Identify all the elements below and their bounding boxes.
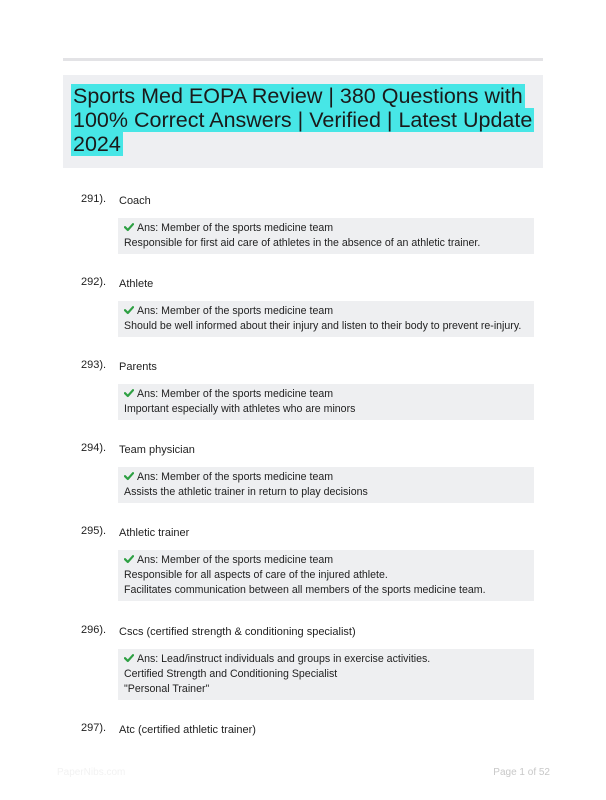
answer-label: Ans: Member of the sports medicine team (137, 554, 334, 566)
question-text: Athlete (119, 278, 154, 290)
question-number: 296). (81, 624, 107, 636)
answer-label: Ans: Member of the sports medicine team (137, 388, 334, 400)
question-number: 297). (81, 722, 107, 734)
document-title-text: Sports Med EOPA Review | 380 Questions with 100% Correct Answers | Verified | Latest Update 2024 (73, 84, 533, 156)
page-indicator: Page 1 of 52 (493, 767, 550, 778)
answer-box (118, 384, 534, 420)
answer-box (118, 301, 534, 337)
answer-line: Responsible for first aid care of athletes in the absence of an athletic trainer. (124, 237, 481, 249)
answer-line (124, 221, 534, 236)
title-banner (63, 75, 543, 168)
answer-box (118, 467, 534, 503)
question-text: Cscs (certified strength & conditioning specialist) (119, 626, 356, 638)
question-number: 291). (81, 193, 107, 205)
answer-box (118, 649, 534, 700)
answer-line (124, 470, 534, 485)
question-text: Team physician (119, 444, 195, 456)
answer-box (118, 218, 534, 254)
checkmark-icon (124, 388, 134, 398)
answer-label: Ans: Member of the sports medicine team (137, 305, 334, 317)
question-number: 294). (81, 442, 107, 454)
answer-line: Should be well informed about their injury and listen to their body to prevent re-injury. (124, 320, 522, 332)
question-text: Coach (119, 195, 151, 207)
question-number: 295). (81, 525, 107, 537)
checkmark-icon (124, 305, 134, 315)
answer-line (124, 304, 534, 319)
checkmark-icon (124, 653, 134, 663)
footer-watermark: PaperNibs.com (57, 767, 126, 778)
document-title (71, 84, 533, 156)
answer-line: Facilitates communication between all members of the sports medicine team. (124, 584, 486, 596)
question-text: Parents (119, 361, 157, 373)
answer-line (124, 387, 534, 402)
answer-label: Ans: Member of the sports medicine team (137, 471, 334, 483)
answer-line: Important especially with athletes who are minors (124, 403, 356, 415)
checkmark-icon (124, 471, 134, 481)
question-number: 292). (81, 276, 107, 288)
answer-label: Ans: Member of the sports medicine team (137, 222, 334, 234)
answer-box (118, 550, 534, 601)
answer-line (124, 652, 534, 667)
answer-label: Ans: Lead/instruct individuals and groups in exercise activities. (137, 653, 431, 665)
question-text: Atc (certified athletic trainer) (119, 724, 256, 736)
question-text: Athletic trainer (119, 527, 190, 539)
top-divider (63, 58, 543, 61)
answer-line: Assists the athletic trainer in return to play decisions (124, 486, 368, 498)
answer-line: Certified Strength and Conditioning Specialist (124, 668, 338, 680)
answer-line: Responsible for all aspects of care of the injured athlete. (124, 569, 388, 581)
question-number: 293). (81, 359, 107, 371)
checkmark-icon (124, 222, 134, 232)
answer-line (124, 553, 534, 568)
answer-line: "Personal Trainer" (124, 683, 210, 695)
checkmark-icon (124, 554, 134, 564)
